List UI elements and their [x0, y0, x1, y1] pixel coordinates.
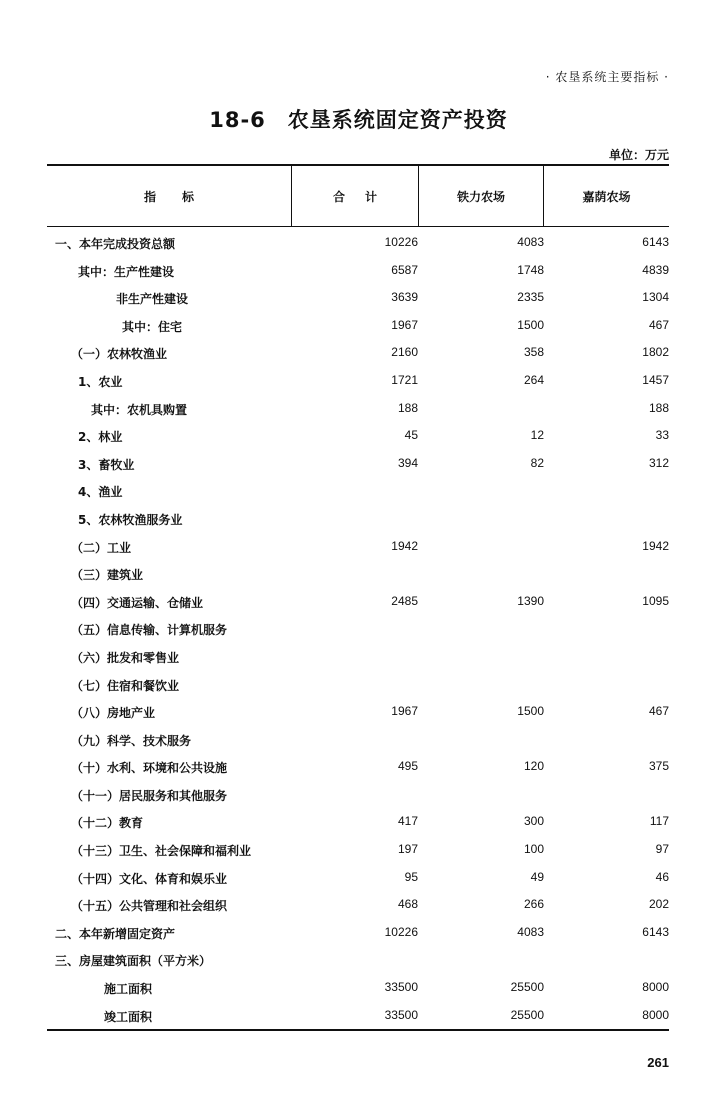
row-label: （六）批发和零售业: [71, 650, 180, 665]
table-row: [47, 808, 669, 836]
row-label: （十一）居民服务和其他服务: [71, 788, 228, 803]
cell-total: 417: [397, 814, 418, 829]
column-header-jiayin-farm: 嘉荫农场: [543, 166, 669, 226]
cell-tieli-farm: 25500: [510, 1007, 544, 1022]
cell-total: 1967: [391, 317, 418, 332]
cell-total: 197: [397, 842, 418, 857]
table-row: [47, 284, 669, 312]
unit-label: 单位：万元: [608, 148, 669, 162]
cell-tieli-farm: 266: [523, 897, 544, 912]
cell-jiayin-farm: 312: [648, 455, 669, 470]
cell-jiayin-farm: 4839: [642, 262, 669, 277]
table-row: [47, 919, 669, 947]
table-row: [47, 753, 669, 781]
cell-tieli-farm: 4083: [517, 924, 544, 939]
cell-tieli-farm: 1390: [517, 593, 544, 608]
table-row: [47, 312, 669, 340]
table-row: [47, 946, 669, 974]
cell-tieli-farm: 120: [523, 759, 544, 774]
row-label: 其中：住宅: [122, 319, 183, 334]
table-body: [47, 229, 669, 1029]
table-row: [47, 505, 669, 533]
row-label: （十四）文化、体育和娱乐业: [71, 871, 228, 886]
cell-jiayin-farm: 8000: [642, 1007, 669, 1022]
cell-tieli-farm: 100: [523, 842, 544, 857]
table-row: [47, 477, 669, 505]
row-label: （十三）卫生、社会保障和福利业: [71, 844, 252, 859]
cell-total: 3639: [391, 290, 418, 305]
row-label: （八）房地产业: [71, 706, 156, 721]
running-head: · 农垦系统主要指标 ·: [545, 70, 669, 84]
row-label: 1、农业: [78, 374, 123, 389]
cell-jiayin-farm: 202: [648, 897, 669, 912]
cell-tieli-farm: 49: [530, 869, 544, 884]
cell-tieli-farm: 264: [523, 372, 544, 387]
table-row: [47, 974, 669, 1002]
cell-jiayin-farm: 1095: [642, 593, 669, 608]
row-label: 竣工面积: [104, 1009, 153, 1024]
cell-total: 6587: [391, 262, 418, 277]
cell-tieli-farm: 82: [530, 455, 544, 470]
page-title: [0, 104, 717, 134]
row-label: （一）农林牧渔业: [71, 347, 168, 362]
table-row: [47, 257, 669, 285]
column-header-total: 合计: [291, 166, 418, 226]
cell-total: 45: [404, 428, 418, 443]
table-row: [47, 643, 669, 671]
cell-tieli-farm: 4083: [517, 235, 544, 249]
cell-total: 1942: [391, 538, 418, 553]
row-label: 3、畜牧业: [78, 457, 135, 472]
cell-jiayin-farm: 117: [649, 814, 669, 829]
table-row: [47, 229, 669, 257]
table-title: 农垦系统固定资产投资: [287, 108, 508, 132]
cell-jiayin-farm: 8000: [642, 980, 669, 995]
table-number: 18-6: [209, 108, 266, 132]
cell-total: 33500: [384, 1007, 418, 1022]
page-number: 261: [647, 1055, 669, 1070]
table-row: [47, 836, 669, 864]
table-row: [47, 671, 669, 699]
table-row: [47, 560, 669, 588]
row-label: （四）交通运输、仓储业: [71, 595, 204, 610]
column-header-tieli-farm: 铁力农场: [418, 166, 543, 226]
cell-jiayin-farm: 97: [655, 842, 669, 857]
row-label: 一、本年完成投资总额: [55, 237, 176, 251]
row-label: （十）水利、环境和公共设施: [71, 761, 228, 776]
cell-jiayin-farm: 375: [648, 759, 669, 774]
cell-total: 2485: [391, 593, 418, 608]
table-row: [47, 588, 669, 616]
table-row: [47, 615, 669, 643]
cell-jiayin-farm: 33: [655, 428, 669, 443]
cell-total: 495: [397, 759, 418, 774]
table-header-row: [47, 166, 669, 227]
column-header-indicator: 指标: [143, 189, 220, 204]
table-row: [47, 533, 669, 561]
cell-tieli-farm: 358: [523, 345, 544, 360]
cell-jiayin-farm: 1304: [642, 290, 669, 305]
cell-jiayin-farm: 188: [648, 400, 669, 415]
cell-jiayin-farm: 1802: [642, 345, 669, 360]
row-label: 非生产性建设: [116, 292, 189, 307]
table-row: [47, 395, 669, 423]
cell-tieli-farm: 300: [523, 814, 544, 829]
cell-tieli-farm: 2335: [517, 290, 544, 305]
row-label: （十五）公共管理和社会组织: [71, 899, 228, 914]
row-label: 2、林业: [78, 430, 123, 445]
cell-total: 10226: [384, 235, 418, 249]
cell-total: 188: [397, 400, 418, 415]
table-row: [47, 726, 669, 754]
row-label: （二）工业: [71, 540, 132, 555]
cell-jiayin-farm: 1457: [642, 372, 669, 387]
row-label: 施工面积: [104, 982, 153, 997]
cell-jiayin-farm: 467: [648, 317, 669, 332]
row-label: （七）住宿和餐饮业: [71, 678, 180, 693]
cell-tieli-farm: 25500: [510, 980, 544, 995]
cell-tieli-farm: 1500: [517, 704, 544, 719]
row-label: 三、房屋建筑面积（平方米）: [55, 954, 212, 969]
row-label: 其中：生产性建设: [78, 264, 175, 279]
cell-jiayin-farm: 467: [648, 704, 669, 719]
cell-total: 95: [404, 869, 418, 884]
row-label: （十二）教育: [71, 816, 144, 831]
row-label: 二、本年新增固定资产: [55, 926, 176, 941]
row-label: （三）建筑业: [71, 568, 144, 583]
row-label: （五）信息传输、计算机服务: [71, 623, 228, 638]
table-row: [47, 367, 669, 395]
table-row: [47, 450, 669, 478]
table-row: [47, 781, 669, 809]
row-label: （九）科学、技术服务: [71, 733, 192, 748]
cell-total: 10226: [384, 924, 418, 939]
cell-jiayin-farm: 1942: [642, 538, 669, 553]
row-label: 5、农林牧渔服务业: [78, 512, 183, 527]
row-label: 4、渔业: [78, 485, 123, 500]
table-row: [47, 698, 669, 726]
investment-table: [47, 164, 669, 1031]
cell-total: 1967: [391, 704, 418, 719]
table-row: [47, 1002, 669, 1030]
cell-tieli-farm: 12: [530, 428, 544, 443]
table-row: [47, 422, 669, 450]
cell-total: 394: [397, 455, 418, 470]
cell-tieli-farm: 1500: [517, 317, 544, 332]
row-label: 其中：农机具购置: [91, 402, 188, 417]
cell-total: 33500: [384, 980, 418, 995]
cell-jiayin-farm: 6143: [642, 235, 669, 249]
cell-tieli-farm: 1748: [517, 262, 544, 277]
table-row: [47, 891, 669, 919]
table-row: [47, 864, 669, 892]
cell-jiayin-farm: 6143: [642, 924, 669, 939]
cell-jiayin-farm: 46: [655, 869, 669, 884]
cell-total: 468: [397, 897, 418, 912]
table-row: [47, 339, 669, 367]
cell-total: 2160: [391, 345, 418, 360]
cell-total: 1721: [391, 372, 418, 387]
